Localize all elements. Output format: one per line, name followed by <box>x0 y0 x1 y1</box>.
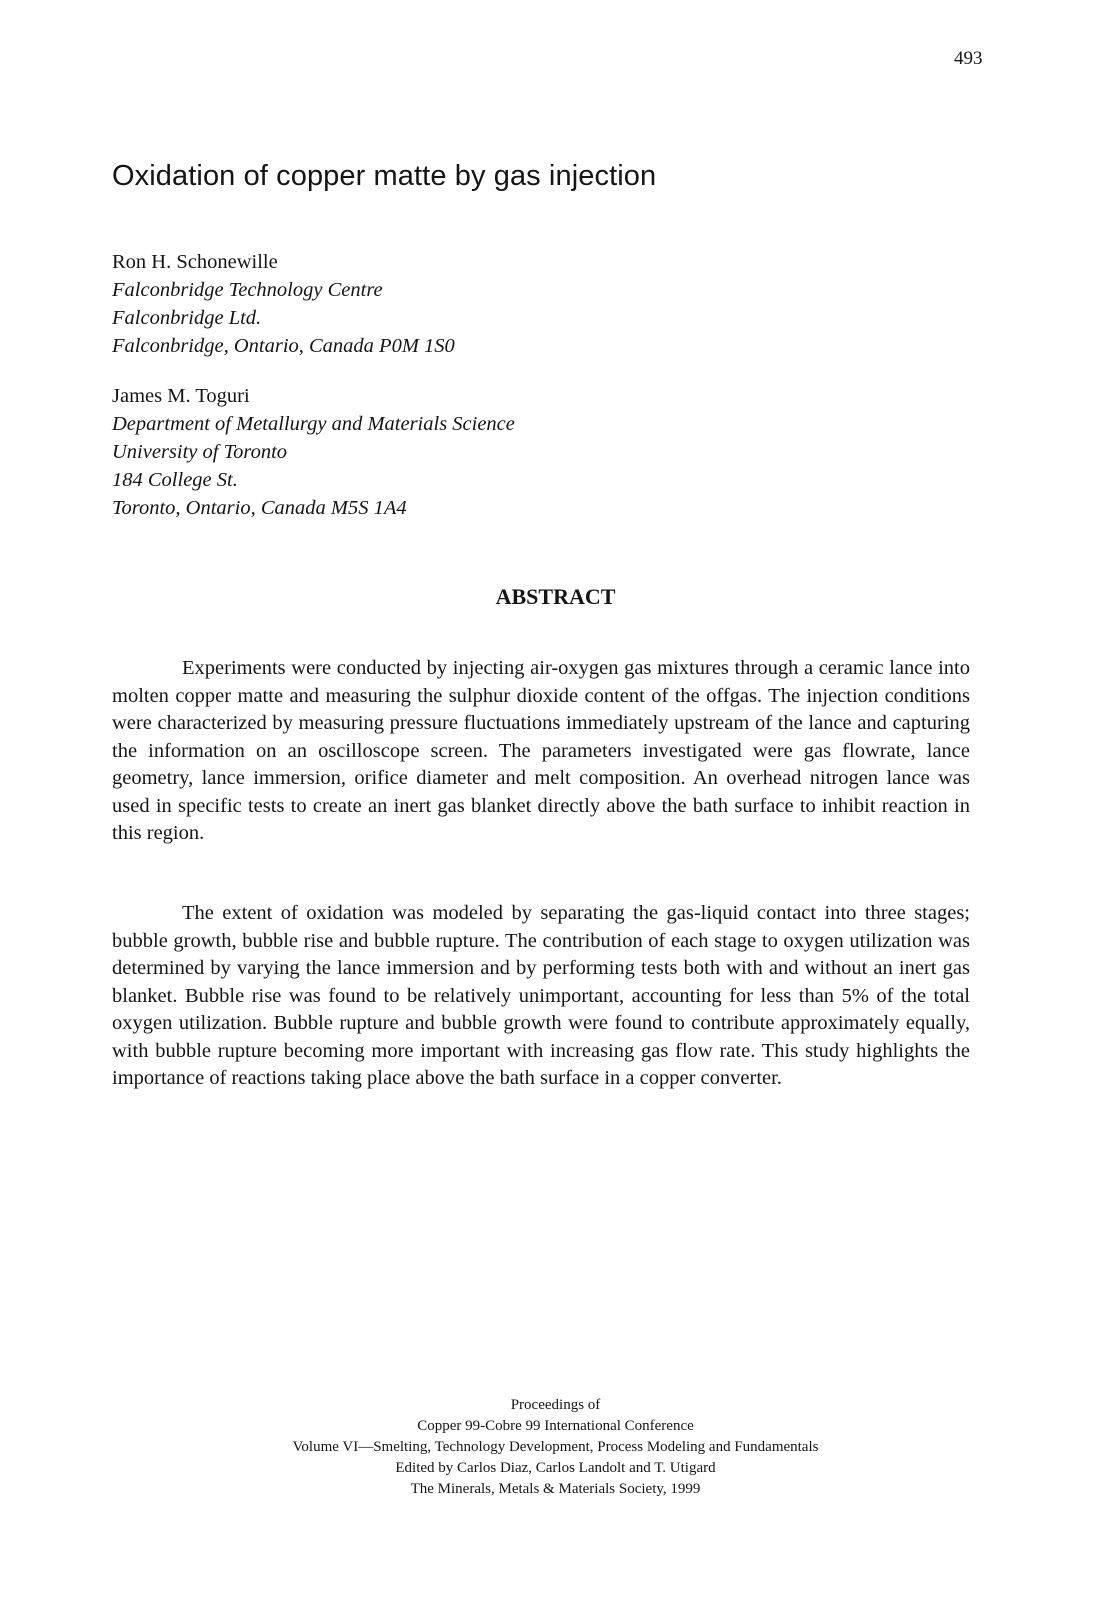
author-affiliation-line: Falconbridge, Ontario, Canada P0M 1S0 <box>112 335 455 357</box>
proceedings-footer <box>0 1395 1111 1500</box>
author-affiliation-line: Toronto, Ontario, Canada M5S 1A4 <box>112 497 407 519</box>
proceedings-line: Proceedings of <box>510 1397 601 1413</box>
author-affiliation-line: Department of Metallurgy and Materials Science <box>112 413 515 435</box>
author-name: James M. Toguri <box>112 385 250 407</box>
proceedings-line: Copper 99-Cobre 99 International Conference <box>417 1418 694 1434</box>
author-block <box>112 382 515 522</box>
author-affiliation-line: 184 College St. <box>112 469 238 491</box>
author-block <box>112 248 455 360</box>
paper-title: Oxidation of copper matte by gas injection <box>112 160 657 192</box>
author-affiliation-line: Falconbridge Ltd. <box>112 307 262 329</box>
page-number: 493 <box>954 48 983 69</box>
author-affiliation-line: Falconbridge Technology Centre <box>112 279 383 301</box>
author-name: Ron H. Schonewille <box>112 251 278 273</box>
proceedings-line: The Minerals, Metals & Materials Society, 1999 <box>410 1481 701 1497</box>
proceedings-line: Volume VI—Smelting, Technology Development, Process Modeling and Fundamentals <box>292 1439 819 1455</box>
abstract-heading: ABSTRACT <box>495 584 616 609</box>
proceedings-line: Edited by Carlos Diaz, Carlos Landolt and T. Utigard <box>395 1460 716 1476</box>
abstract-paragraph: The extent of oxidation was modeled by separating the gas-liquid contact into three stages; bubble growth, bubble rise and bubble rupture. The contribution of each stage to oxygen utilization was determined by varying the lance immersion and by performing tests both with and without an inert gas blanket. Bubble rise was found to be relatively unimportant, accounting for less than 5% of the total oxygen utilization. Bubble rupture and bubble growth were found to contribute approximately equally, with bubble rupture becoming more important with increasing gas flow rate. This study highlights the importance of reactions taking place above the bath surface in a copper converter. <box>112 902 970 1089</box>
abstract-paragraph: Experiments were conducted by injecting air-oxygen gas mixtures through a ceramic lance into molten copper matte and measuring the sulphur dioxide content of the offgas. The injection conditions were characterized by measuring pressure fluctuations immediately upstream of the lance and capturing the information on an oscilloscope screen. The parameters investigated were gas flowrate, lance geometry, lance immersion, orifice diameter and melt composition. An overhead nitrogen lance was used in specific tests to create an inert gas blanket directly above the bath surface to inhibit reaction in this region. <box>112 657 970 844</box>
author-affiliation-line: University of Toronto <box>112 441 288 463</box>
